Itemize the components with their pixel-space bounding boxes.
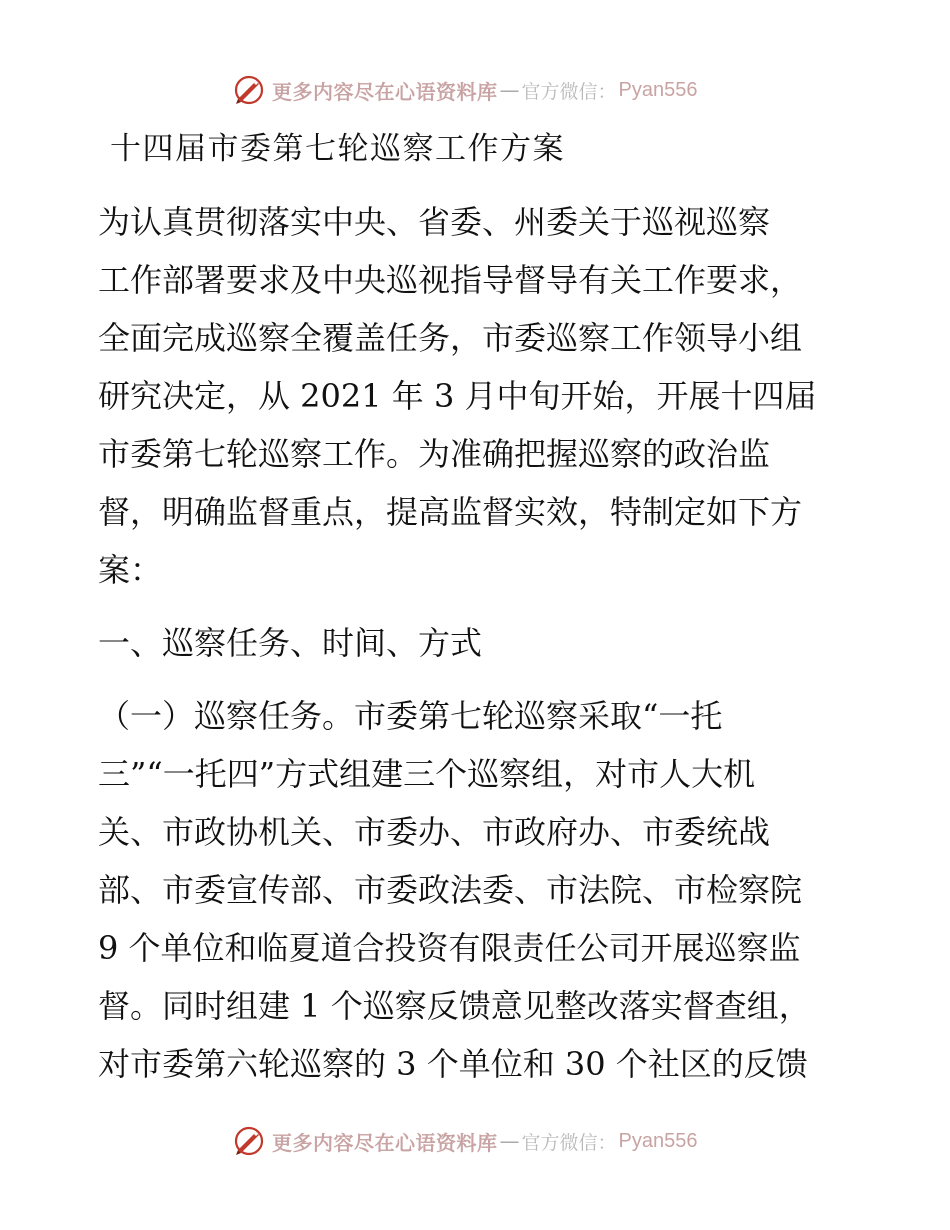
text-line: 案： <box>98 551 163 589</box>
text-line: 市委第七轮巡察工作。为准确把握巡察的政治监 <box>98 435 771 473</box>
text-line: 对市委第六轮巡察的 3 个单位和 30 个社区的反馈 <box>98 1045 808 1083</box>
watermark-footer <box>232 1121 697 1161</box>
text-line: 部、市委宣传部、市委政法委、市法院、市检察院 <box>98 871 803 909</box>
watermark-site-text: 更多内容尽在心语资料库 <box>272 1130 498 1155</box>
text-line: 9 个单位和临夏道合投资有限责任公司开展巡察监 <box>98 929 801 967</box>
text-line: 督。同时组建 1 个巡察反馈意见整改落实督查组， <box>98 987 811 1025</box>
text-line: 研究决定，从 2021 年 3 月中旬开始，开展十四届 <box>98 377 817 415</box>
intro-paragraph <box>98 193 854 599</box>
pen-logo-icon <box>232 73 266 107</box>
text-line: 为认真贯彻落实中央、省委、州委关于巡视巡察 <box>98 203 771 241</box>
watermark-account: Pyan556 <box>618 78 698 101</box>
text-line: 督，明确监督重点，提高监督实效，特制定如下方 <box>98 493 803 531</box>
text-line: 全面完成巡察全覆盖任务，市委巡察工作领导小组 <box>98 319 803 357</box>
watermark-site-text: 更多内容尽在心语资料库 <box>272 79 498 104</box>
text-line: 关、市政协机关、市委办、市政府办、市委统战 <box>98 813 771 851</box>
pen-logo-icon <box>232 1124 266 1158</box>
text-line: （一）巡察任务。市委第七轮巡察采取“一托 <box>98 697 723 735</box>
watermark-label: 官方微信： <box>521 1131 617 1154</box>
watermark-account: Pyan556 <box>618 1129 698 1152</box>
paragraph-gap <box>98 599 854 614</box>
watermark-dash: — <box>499 78 520 102</box>
section-heading: 一、巡察任务、时间、方式 <box>98 624 483 662</box>
watermark-label: 官方微信： <box>521 80 617 103</box>
section-paragraph <box>98 687 854 1093</box>
watermark-dash: — <box>499 1129 520 1153</box>
document-title: 十四届市委第七轮巡察工作方案 <box>110 131 565 167</box>
paragraph-gap <box>98 672 854 687</box>
watermark-header <box>232 70 697 110</box>
text-line: 工作部署要求及中央巡视指导督导有关工作要求， <box>98 261 803 299</box>
text-line: 三”“一托四”方式组建三个巡察组，对市人大机 <box>98 755 756 793</box>
document-body <box>98 193 854 1093</box>
